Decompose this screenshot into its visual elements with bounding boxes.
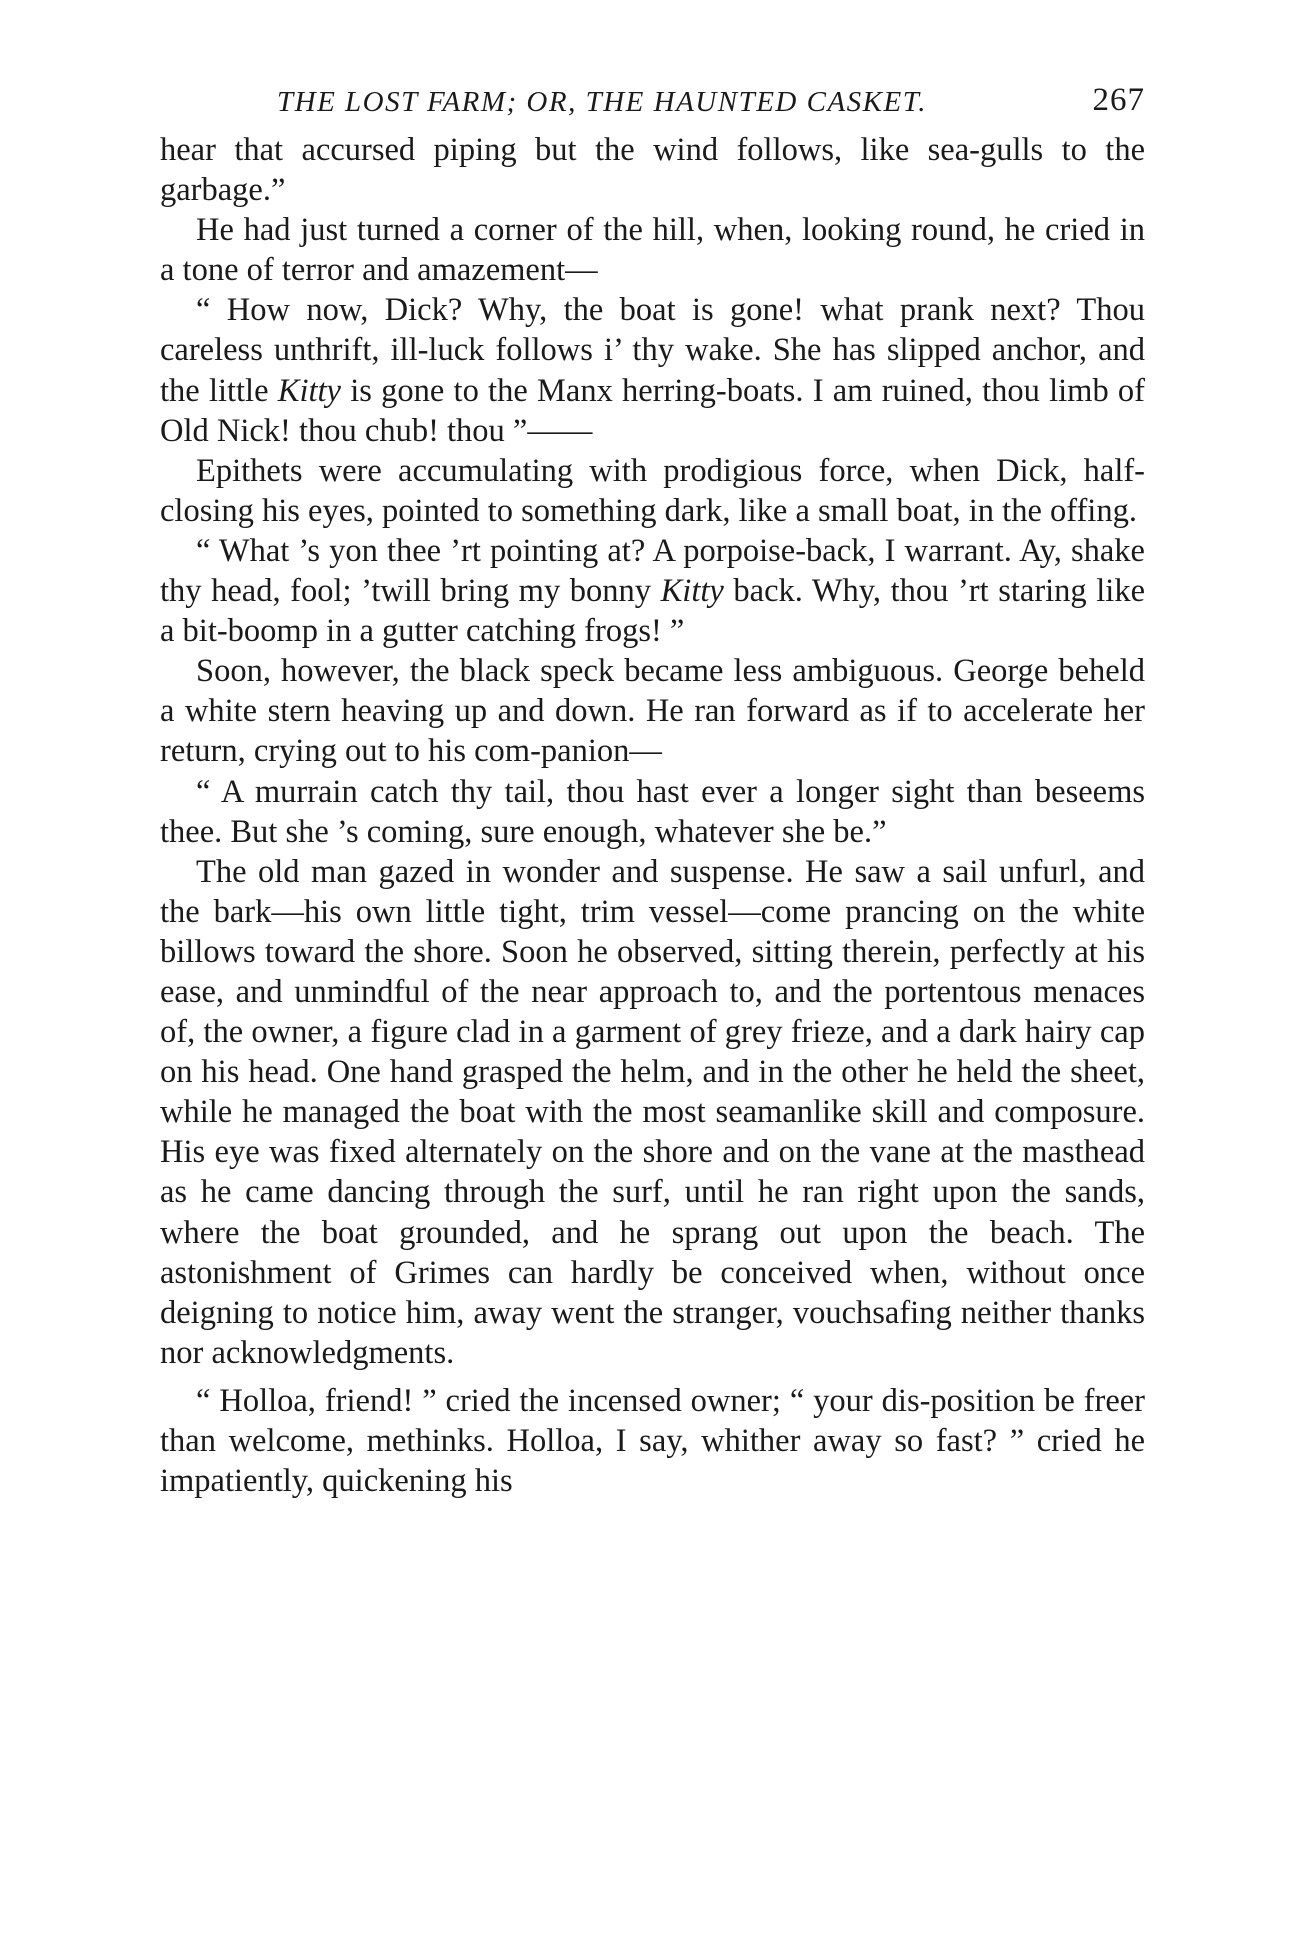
page-number: 267 <box>1092 82 1145 118</box>
text-run: Epithets were accumulating with prodigious force, when Dick, half-closing his eyes, pointed to something dark, like a small boat, in the offing. <box>160 452 1145 529</box>
text-run: “ A murrain catch thy tail, thou hast ever a longer sight than beseems thee. But she ’s coming, sure enough, whatever she be.” <box>160 773 1145 850</box>
text-run: back. Why, thou ’rt staring like a bit-boomp in a gutter catching frogs! ” <box>160 573 1145 650</box>
running-head <box>160 82 1145 130</box>
paragraph <box>160 210 1145 290</box>
text-run: “ How now, Dick? Why, the boat is gone! what prank next? Thou careless unthrift, ill-luck follows i’ thy wake. She has slipped anchor, and the little <box>160 292 1145 409</box>
text-run: The old man gazed in wonder and suspense. He saw a sail unfurl, and the bark—his own little tight, trim vessel—come prancing on the white billows toward the shore. Soon he observed, sitting therein, perfectly at his ease, and unmindful of the near approach to, and the portentous menaces of, the owner, a figure clad in a garment of grey frieze, and a dark hairy cap on his head. One hand grasped the helm, and in the other he held the sheet, while he managed the boat with the most seamanlike skill and composure. His eye was fixed alternately on the shore and on the vane at the masthead as he came dancing through the surf, until he ran right upon the sands, where the boat grounded, and he sprang out upon the beach. The astonishment of Grimes can hardly be conceived when, without once deigning to notice him, away went the stranger, vouchsafing neither thanks nor acknowledgments. <box>160 853 1145 1371</box>
text-run: “ Holloa, friend! ” cried the incensed owner; “ your dis-position be freer than welcome, methinks. Holloa, I say, whither away so fast? ” cried he impatiently, quickening his <box>160 1382 1145 1500</box>
paragraph <box>160 1381 1145 1501</box>
text-run: Soon, however, the black speck became less ambiguous. George beheld a white stern heaving up and down. He ran forward as if to accelerate her return, crying out to his com-panion— <box>160 653 1145 770</box>
paragraph <box>160 531 1145 651</box>
paragraph <box>160 852 1145 1373</box>
paragraph <box>160 651 1145 771</box>
italic-text: Kitty <box>660 573 724 610</box>
running-title: THE LOST FARM; OR, THE HAUNTED CASKET. <box>277 86 927 118</box>
text-run: hear that accursed piping but the wind follows, like sea-gulls to the garbage.” <box>160 132 1145 209</box>
text-run: is gone to the Manx herring-boats. I am ruined, thou limb of Old Nick! thou chub! thou ”—— <box>160 372 1146 449</box>
paragraph <box>160 451 1145 531</box>
paragraph <box>160 772 1145 852</box>
book-page <box>160 82 1145 1501</box>
text-run: “ What ’s yon thee ’rt pointing at? A porpoise-back, I warrant. Ay, shake thy head, fool; ’twill bring my bonny <box>160 532 1145 610</box>
body-text <box>160 130 1145 1501</box>
text-run: He had just turned a corner of the hill, when, looking round, he cried in a tone of terror and amazement— <box>160 212 1145 289</box>
paragraph <box>160 130 1145 210</box>
paragraph <box>160 290 1145 450</box>
italic-text: Kitty <box>277 372 341 409</box>
